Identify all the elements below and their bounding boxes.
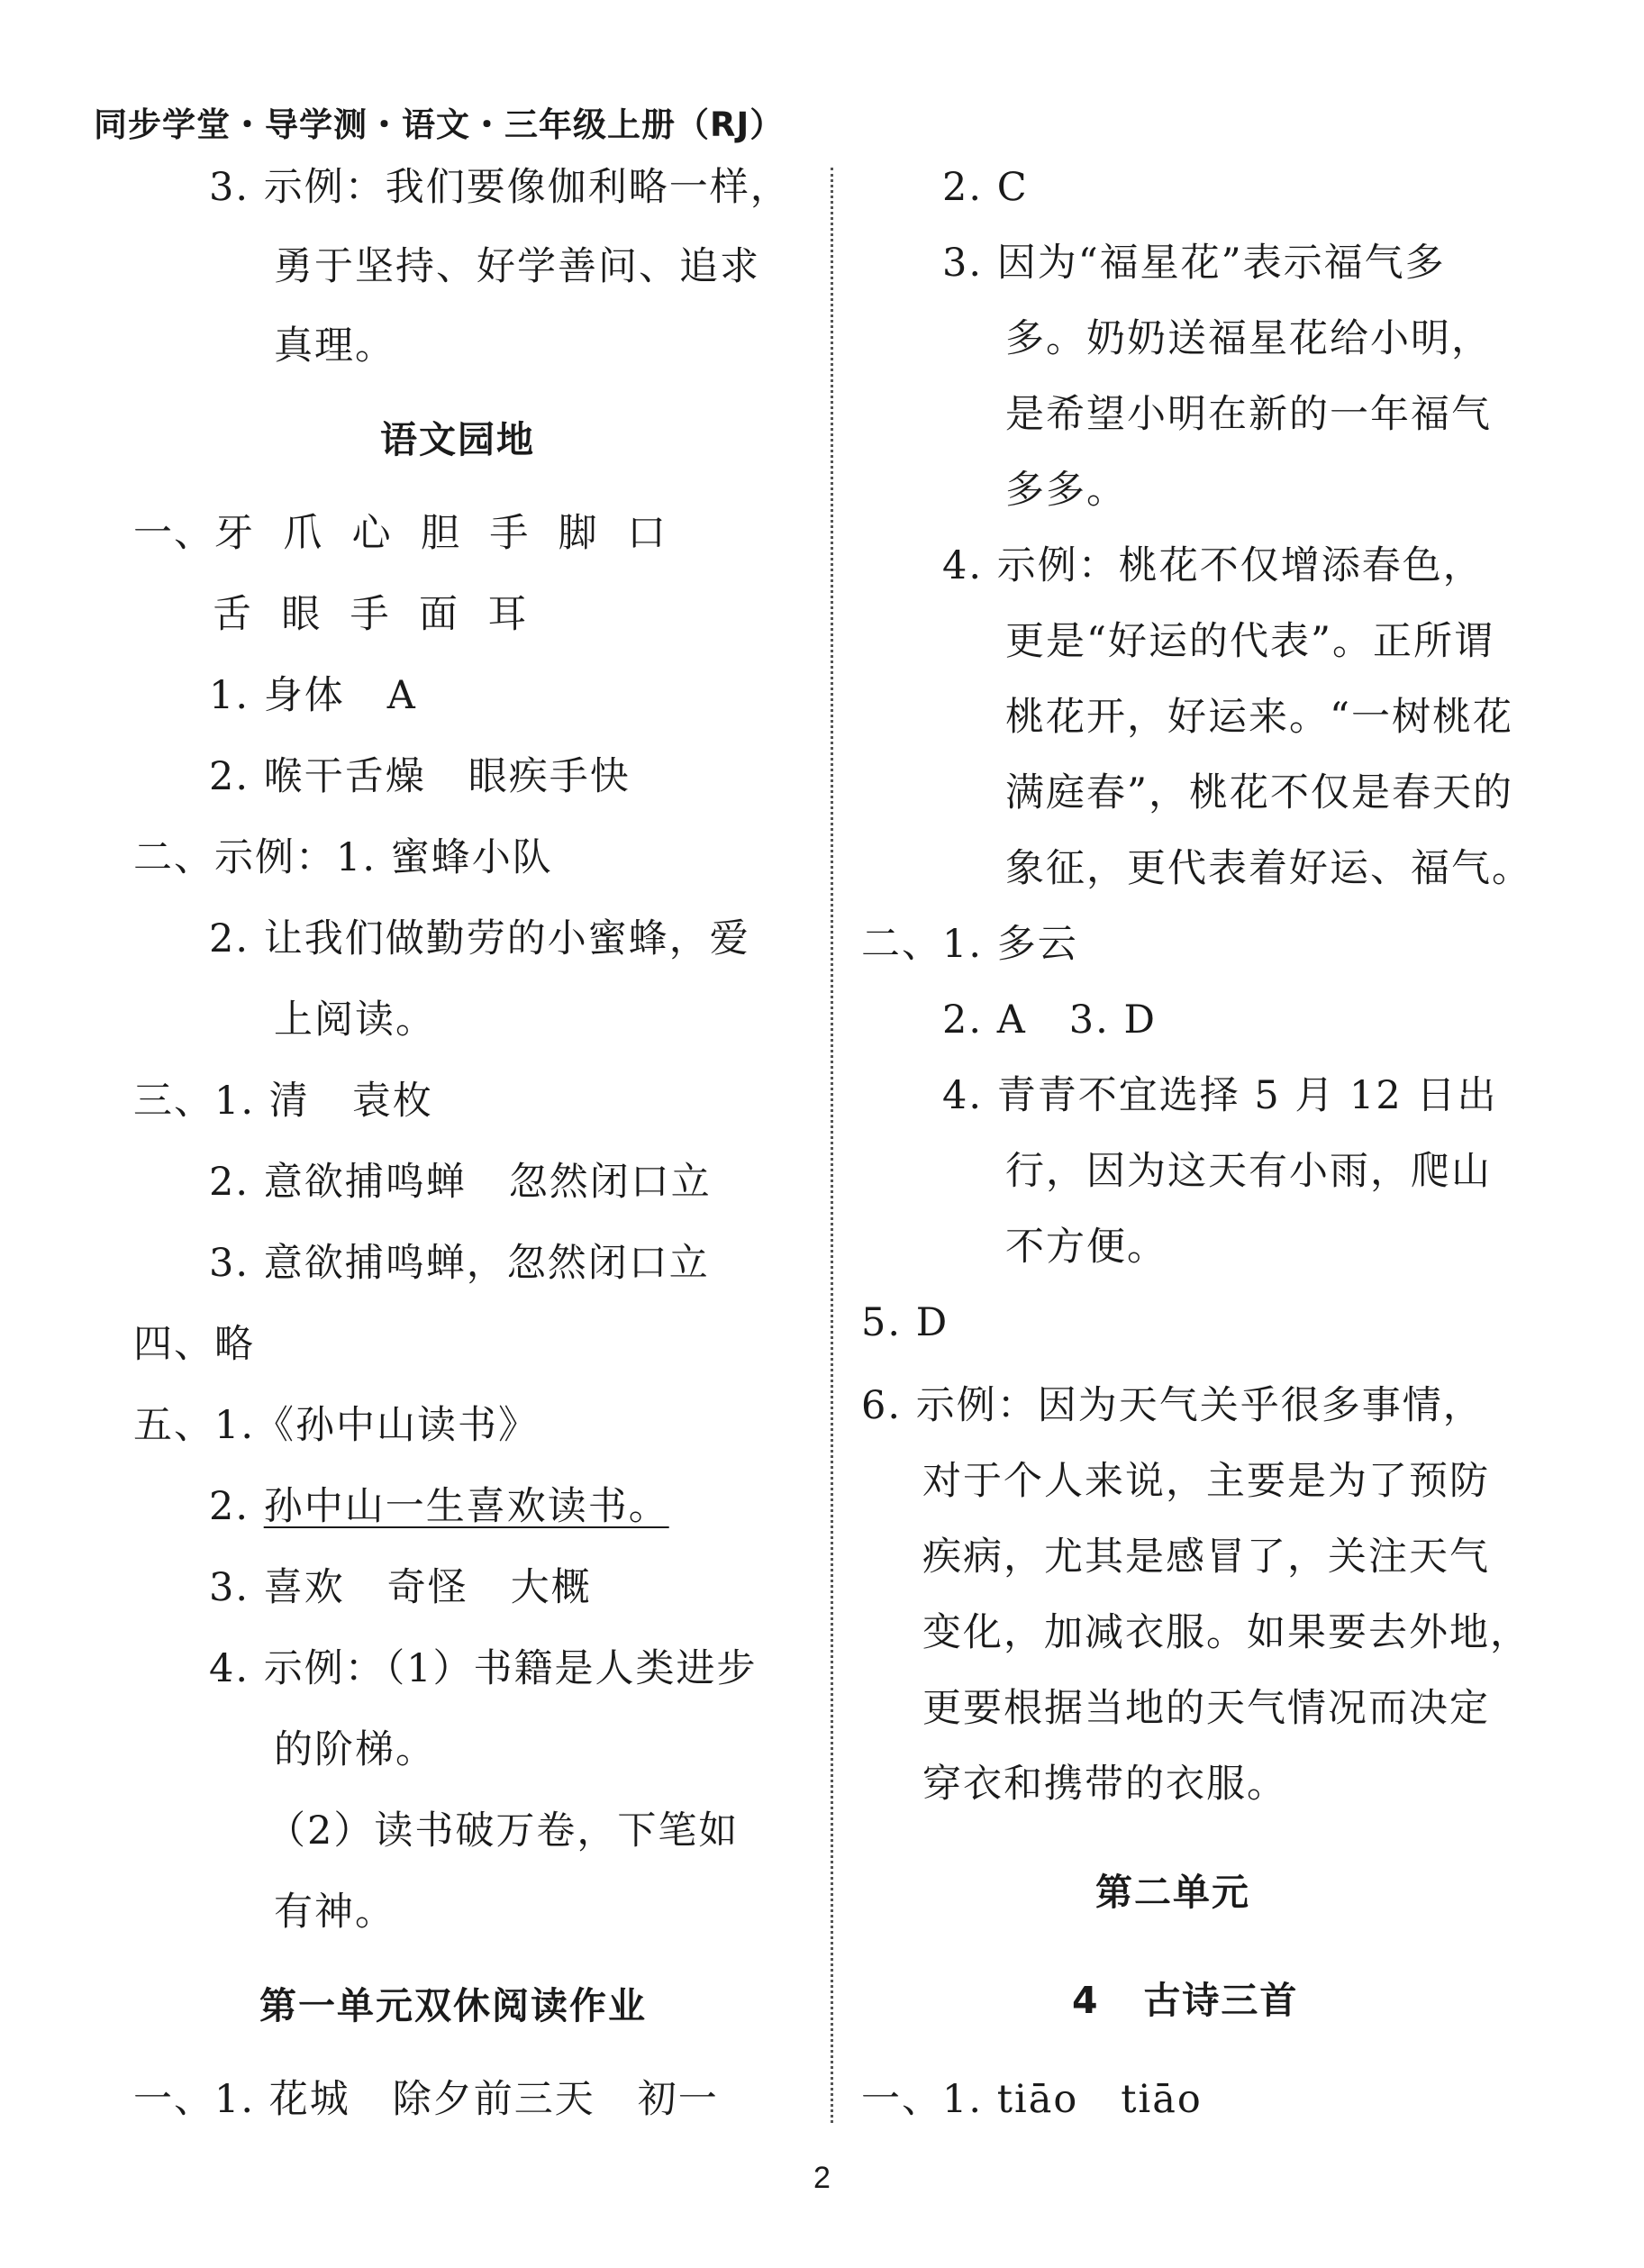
section-title-ancient-poems: 4 古诗三首 bbox=[1072, 1979, 1299, 2022]
section-title-weekend-reading: 第一单元双休阅读作业 bbox=[259, 1984, 647, 2027]
answer-line: 是希望小明在新的一年福气 bbox=[1005, 392, 1492, 437]
answer-line bbox=[209, 1480, 669, 1534]
answer-line: 真理。 bbox=[274, 323, 395, 369]
answer-line: 不方便。 bbox=[1005, 1225, 1167, 1270]
answer-line: 多多。 bbox=[1005, 468, 1127, 513]
answer-line: 更要根据当地的天气情况而决定 bbox=[922, 1686, 1490, 1731]
answer-line: 四、略 bbox=[133, 1322, 255, 1367]
answer-line: 疾病，尤其是感冒了，关注天气 bbox=[922, 1535, 1490, 1580]
page-header: 同步学堂・导学测・语文・三年级上册（RJ） bbox=[94, 105, 785, 144]
item-number: 2. bbox=[209, 1484, 264, 1529]
answer-line: 五、1.《孙中山读书》 bbox=[133, 1403, 540, 1448]
answer-line: 桃花开，好运来。“一树桃花 bbox=[1005, 695, 1513, 740]
answer-line: 对于个人来说，主要是为了预防 bbox=[922, 1459, 1490, 1504]
answer-line: 1. 身体 A bbox=[209, 673, 417, 718]
answer-line: 2. 喉干舌燥 眼疾手快 bbox=[209, 754, 631, 799]
answer-line: 上阅读。 bbox=[274, 997, 436, 1043]
column-divider bbox=[831, 168, 833, 2123]
answer-line: 一、牙 爪 心 胆 手 脚 口 bbox=[133, 511, 668, 556]
answer-line: 4. 青青不宜选择 5 月 12 日出 bbox=[942, 1073, 1498, 1118]
answer-line: 满庭春”，桃花不仅是春天的 bbox=[1005, 770, 1513, 815]
answer-line: 5. D bbox=[861, 1300, 949, 1345]
answer-line: 2. C bbox=[942, 165, 1029, 210]
answer-line: 2. A 3. D bbox=[942, 997, 1157, 1043]
answer-line: 6. 示例：因为天气关乎很多事情， bbox=[861, 1383, 1484, 1428]
answer-line: 更是“好运的代表”。正所谓 bbox=[1005, 619, 1494, 664]
answer-line: 三、1. 清 袁枚 bbox=[133, 1079, 433, 1124]
answer-line: 2. 意欲捕鸣蝉 忽然闭口立 bbox=[209, 1160, 712, 1205]
page-number: 2 bbox=[813, 2161, 831, 2195]
answer-line: 3. 喜欢 奇怪 大概 bbox=[209, 1565, 592, 1610]
underlined-answer: 孙中山一生喜欢读书。 bbox=[263, 1484, 669, 1529]
answer-line: 4. 示例：（1）书籍是人类进步 bbox=[209, 1646, 758, 1691]
answer-line: 有神。 bbox=[274, 1890, 395, 1935]
answer-line: 多。奶奶送福星花给小明， bbox=[1005, 316, 1492, 361]
section-title-unit-two: 第二单元 bbox=[1095, 1871, 1250, 1914]
answer-line: 象征，更代表着好运、福气。 bbox=[1005, 846, 1532, 891]
answer-line: 的阶梯。 bbox=[274, 1727, 436, 1772]
answer-line: 一、1. tiāo tiāo bbox=[861, 2077, 1203, 2122]
section-title-yuwen-yuandi: 语文园地 bbox=[380, 418, 535, 461]
answer-line: 二、示例：1. 蜜蜂小队 bbox=[133, 835, 553, 880]
answer-line: 勇于坚持、好学善问、追求 bbox=[274, 244, 760, 289]
answer-line: 二、1. 多云 bbox=[861, 922, 1078, 967]
answer-line: 3. 意欲捕鸣蝉，忽然闭口立 bbox=[209, 1241, 710, 1286]
answer-line: 穿衣和携带的衣服。 bbox=[922, 1762, 1287, 1807]
answer-line: 舌 眼 手 面 耳 bbox=[213, 592, 529, 637]
answer-line: 变化，加减衣服。如果要去外地， bbox=[922, 1610, 1530, 1655]
answer-line: 3. 示例：我们要像伽利略一样， bbox=[209, 165, 791, 210]
answer-line: 4. 示例：桃花不仅增添春色， bbox=[942, 543, 1484, 588]
answer-line: 2. 让我们做勤劳的小蜜蜂，爱 bbox=[209, 916, 750, 961]
answer-line: 一、1. 花城 除夕前三天 初一 bbox=[133, 2077, 719, 2122]
answer-line: 行，因为这天有小雨，爬山 bbox=[1005, 1149, 1492, 1194]
answer-line: （2）读书破万卷，下笔如 bbox=[267, 1808, 740, 1854]
answer-line: 3. 因为“福星花”表示福气多 bbox=[942, 241, 1446, 286]
